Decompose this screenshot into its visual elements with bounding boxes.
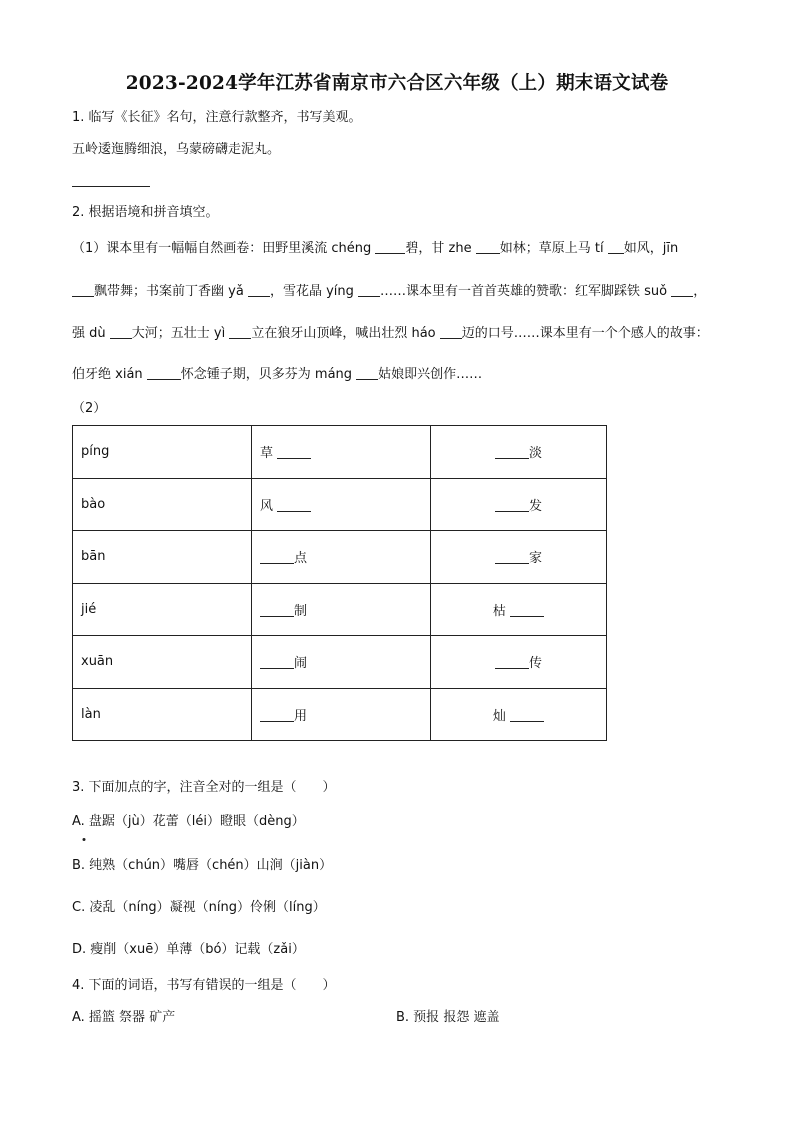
question-4-prompt: 4. 下面的词语，书写有错误的一组是（ ） bbox=[72, 978, 336, 993]
page-title: 2023-2024学年江苏省南京市六合区六年级（上）期末语文试卷 bbox=[125, 73, 669, 94]
fill-blank[interactable] bbox=[671, 284, 693, 297]
fill-blank[interactable] bbox=[495, 656, 529, 669]
table-row bbox=[73, 688, 607, 741]
pinyin-cell: làn bbox=[73, 688, 252, 741]
word-text: 淡 bbox=[528, 446, 542, 462]
text-segment: 如林；草原上马 tí bbox=[499, 241, 608, 256]
option-text: A. 盘踞（jù）花蕾（léi）瞪眼（dèng） bbox=[72, 814, 305, 829]
text-segment: 如风，jīn bbox=[623, 241, 679, 256]
fill-blank[interactable] bbox=[229, 326, 251, 339]
word-cell bbox=[252, 478, 431, 531]
word-text: 闹 bbox=[294, 656, 308, 672]
word-text: 用 bbox=[294, 708, 308, 724]
fill-blank[interactable] bbox=[510, 709, 544, 722]
pinyin-table bbox=[72, 425, 607, 741]
word-cell bbox=[431, 636, 607, 689]
word-cell bbox=[252, 583, 431, 636]
word-text: 发 bbox=[528, 498, 542, 514]
fill-blank[interactable] bbox=[495, 551, 529, 564]
question-1-answer-line bbox=[72, 186, 150, 187]
word-text: 制 bbox=[294, 603, 308, 619]
text-segment: 怀念锺子期，贝多芬为 máng bbox=[180, 367, 357, 382]
fill-blank[interactable] bbox=[277, 446, 311, 459]
question-2-part1-line3 bbox=[72, 325, 709, 343]
fill-blank[interactable] bbox=[608, 241, 624, 254]
question-2-part1-line2 bbox=[72, 283, 706, 301]
word-cell bbox=[431, 583, 607, 636]
text-segment: 飘带舞；书案前丁香幽 yǎ bbox=[94, 284, 248, 299]
word-text: 传 bbox=[528, 656, 542, 672]
text-segment: 姑娘即兴创作…… bbox=[378, 367, 483, 382]
table-row bbox=[73, 636, 607, 689]
fill-blank[interactable] bbox=[440, 326, 462, 339]
fill-blank[interactable] bbox=[495, 499, 529, 512]
pinyin-cell: bào bbox=[73, 478, 252, 531]
text-segment: ，雪花晶 yíng bbox=[269, 284, 358, 299]
question-4-option-a[interactable]: A. 摇篮 祭器 矿产 bbox=[72, 1010, 176, 1025]
fill-blank[interactable] bbox=[356, 367, 378, 380]
question-3-option-c[interactable]: C. 凌乱（níng）凝视（níng）伶俐（líng） bbox=[72, 900, 326, 915]
question-1-prompt: 1. 临写《长征》名句，注意行款整齐，书写美观。 bbox=[72, 110, 362, 125]
pinyin-cell: píng bbox=[73, 426, 252, 479]
word-cell bbox=[431, 688, 607, 741]
text-segment: 伯牙绝 xián bbox=[72, 367, 147, 382]
question-3-option-b[interactable]: B. 纯熟（chún）嘴唇（chén）山涧（jiàn） bbox=[72, 858, 333, 873]
word-text: 风 bbox=[260, 498, 278, 514]
word-text: 点 bbox=[294, 551, 308, 567]
text-segment: 碧，甘 zhe bbox=[405, 241, 476, 256]
fill-blank[interactable] bbox=[375, 241, 405, 254]
word-cell bbox=[252, 426, 431, 479]
word-text: 草 bbox=[260, 446, 278, 462]
word-text: 枯 bbox=[492, 603, 511, 619]
table-row bbox=[73, 478, 607, 531]
text-segment: 大河；五壮士 yì bbox=[131, 326, 230, 341]
fill-blank[interactable] bbox=[277, 499, 311, 512]
question-2-prompt: 2. 根据语境和拼音填空。 bbox=[72, 205, 219, 220]
fill-blank[interactable] bbox=[260, 551, 294, 564]
question-1-poem-line: 五岭逶迤腾细浪，乌蒙磅礴走泥丸。 bbox=[72, 142, 281, 157]
question-4-option-b[interactable]: B. 预报 报怨 遮盖 bbox=[396, 1010, 500, 1025]
fill-blank[interactable] bbox=[495, 446, 529, 459]
fill-blank[interactable] bbox=[476, 241, 500, 254]
text-segment: 强 dù bbox=[72, 326, 110, 341]
word-cell bbox=[431, 478, 607, 531]
question-3-prompt: 3. 下面加点的字，注音全对的一组是（ ） bbox=[72, 780, 336, 795]
text-segment: 立在狼牙山顶峰，喊出壮烈 háo bbox=[251, 326, 440, 341]
text-segment: 迈的口号……课本里有一个个感人的故事： bbox=[461, 326, 709, 341]
word-text: 灿 bbox=[492, 708, 511, 724]
text-segment: （1）课本里有一幅幅自然画卷：田野里溪流 chéng bbox=[72, 241, 376, 256]
emphasis-dot bbox=[83, 838, 86, 841]
question-2-part2-label: （2） bbox=[72, 401, 107, 416]
word-cell bbox=[252, 688, 431, 741]
question-2-part1-line4 bbox=[72, 366, 482, 384]
fill-blank[interactable] bbox=[260, 709, 294, 722]
table-row bbox=[73, 531, 607, 584]
text-segment: ……课本里有一首首英雄的赞歌：红军脚踩铁 suǒ bbox=[380, 284, 672, 299]
fill-blank[interactable] bbox=[260, 604, 294, 617]
text-segment: ， bbox=[693, 284, 707, 299]
pinyin-cell: bān bbox=[73, 531, 252, 584]
fill-blank[interactable] bbox=[248, 284, 270, 297]
fill-blank[interactable] bbox=[147, 367, 181, 380]
question-3-option-d[interactable]: D. 瘦削（xuē）单薄（bó）记载（zǎi） bbox=[72, 942, 305, 957]
question-3-option-a[interactable] bbox=[72, 813, 305, 831]
word-cell bbox=[252, 531, 431, 584]
pinyin-cell: jié bbox=[73, 583, 252, 636]
fill-blank[interactable] bbox=[110, 326, 132, 339]
pinyin-cell: xuān bbox=[73, 636, 252, 689]
word-text: 家 bbox=[528, 551, 542, 567]
table-row bbox=[73, 583, 607, 636]
question-2-part1-line1 bbox=[72, 240, 678, 258]
fill-blank[interactable] bbox=[72, 284, 94, 297]
word-cell bbox=[431, 531, 607, 584]
fill-blank[interactable] bbox=[260, 656, 294, 669]
fill-blank[interactable] bbox=[510, 604, 544, 617]
table-row bbox=[73, 426, 607, 479]
fill-blank[interactable] bbox=[358, 284, 380, 297]
word-cell bbox=[252, 636, 431, 689]
word-cell bbox=[431, 426, 607, 479]
